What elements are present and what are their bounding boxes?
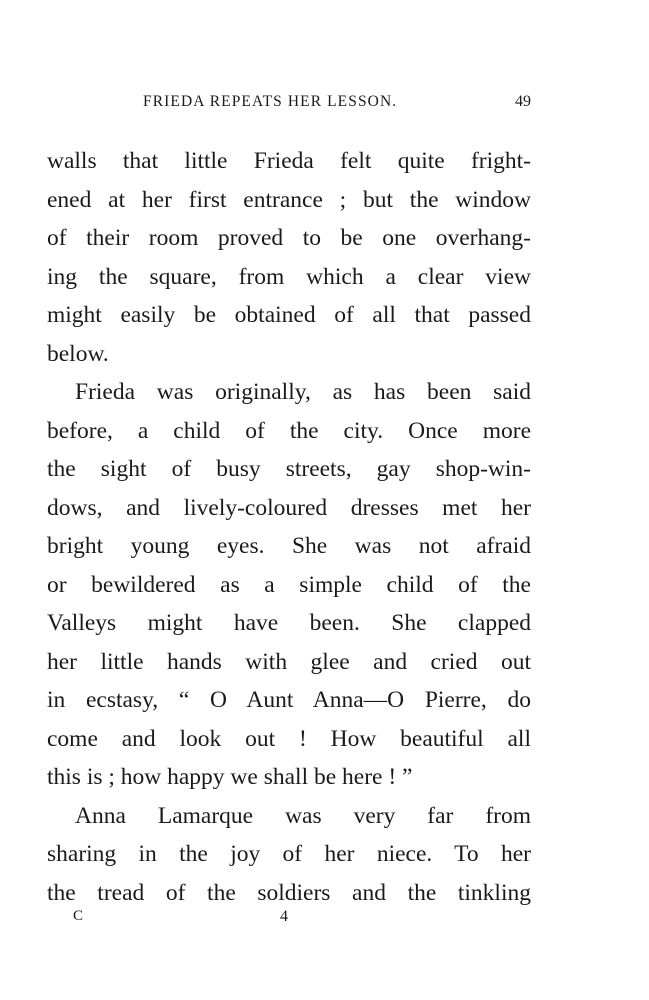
signature-number: 4: [280, 908, 288, 925]
text-line: Anna Lamarque was very far from: [75, 802, 531, 829]
text-line: Frieda was originally, as has been said: [75, 379, 531, 405]
text-line: bright young eyes. She was not afraid: [47, 533, 531, 559]
page-number: 49: [515, 93, 531, 110]
text-line: dows, and lively-coloured dresses met her: [47, 494, 531, 521]
text-line: walls that little Frieda felt quite fright-: [47, 148, 531, 174]
text-line: or bewildered as a simple child of the: [47, 571, 531, 598]
text-line: come and look out ! How beautiful all: [47, 725, 531, 752]
text-line: below.: [47, 340, 109, 367]
signature-footer: [47, 908, 531, 934]
text-line: her little hands with glee and cried out: [47, 648, 531, 675]
text-line: before, a child of the city. Once more: [47, 417, 531, 444]
text-line: this is ; how happy we shall be here ! ”: [47, 764, 413, 790]
text-line: the tread of the soldiers and the tinkling: [47, 879, 531, 906]
text-line: sharing in the joy of her niece. To her: [47, 841, 531, 867]
text-line: the sight of busy streets, gay shop-win-: [47, 456, 531, 482]
text-line: might easily be obtained of all that passed: [47, 302, 531, 328]
text-line: ing the square, from which a clear view: [47, 263, 531, 290]
text-line: ened at her first entrance ; but the window: [47, 186, 531, 213]
body-text: [47, 142, 531, 912]
signature-mark: C: [73, 908, 84, 924]
text-line: of their room proved to be one overhang-: [47, 225, 531, 251]
running-title: FRIEDA REPEATS HER LESSON.: [143, 93, 398, 110]
text-line: in ecstasy, “ O Aunt Anna—O Pierre, do: [47, 687, 531, 713]
running-head: [47, 93, 531, 117]
text-line: Valleys might have been. She clapped: [47, 610, 531, 636]
